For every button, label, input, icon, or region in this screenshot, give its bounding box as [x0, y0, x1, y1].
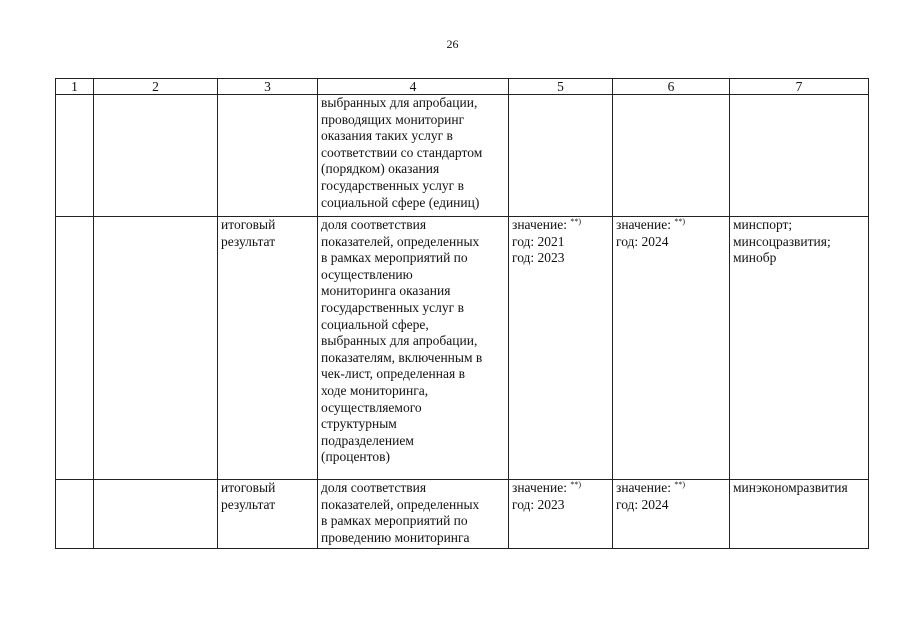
cell-baseline	[509, 480, 613, 549]
cell-target	[613, 480, 730, 549]
value-line	[616, 480, 726, 497]
cell-indicator: доля соответствия показателей, определенных в рамках мероприятий по осуществлению мониторинга оказания государственных услуг в социальной сфере, выбранных для апробации, показателям, включенным в чек-лист, определенная в ходе мониторинга, осуществляемого структурным подразделением (процентов)	[318, 217, 509, 480]
cell-result-type	[218, 95, 318, 217]
cell-target	[613, 95, 730, 217]
cell-number	[56, 95, 94, 217]
cell-responsible: минспорт; минсоцразвития; минобр	[730, 217, 869, 480]
cell-indicator: выбранных для апробации, проводящих мониторинг оказания таких услуг в соответствии со стандартом (порядком) оказания государственных услуг в социальной сфере (единиц)	[318, 95, 509, 217]
footnote-mark: **)	[570, 217, 582, 226]
value-label: значение:	[616, 217, 675, 232]
cell-number	[56, 480, 94, 549]
table-row	[56, 480, 869, 549]
cell-responsible: минэкономразвития	[730, 480, 869, 549]
year-line: год: 2024	[616, 233, 669, 249]
cell-result-type: итоговый результат	[218, 217, 318, 480]
cell-number	[56, 217, 94, 480]
column-header: 7	[730, 79, 869, 95]
footnote-mark: **)	[674, 480, 686, 489]
table-header-row	[56, 79, 869, 95]
cell-indicator: доля соответствия показателей, определенных в рамках мероприятий по проведению мониторинга	[318, 480, 509, 549]
cell-responsible	[730, 95, 869, 217]
column-header: 2	[94, 79, 218, 95]
cell-name	[94, 480, 218, 549]
column-header: 6	[613, 79, 730, 95]
footnote-mark: **)	[674, 217, 686, 226]
value-label: значение:	[512, 217, 571, 232]
page-number: 26	[446, 37, 459, 51]
year-line: год: 2021	[512, 233, 565, 249]
column-header: 3	[218, 79, 318, 95]
footnote-mark: **)	[570, 480, 582, 489]
cell-name	[94, 95, 218, 217]
column-header: 5	[509, 79, 613, 95]
value-line	[512, 217, 609, 234]
column-header: 1	[56, 79, 94, 95]
table-row	[56, 217, 869, 480]
value-line	[512, 480, 609, 497]
value-label: значение:	[616, 480, 675, 495]
cell-result-type: итоговый результат	[218, 480, 318, 549]
cell-baseline	[509, 95, 613, 217]
column-header: 4	[318, 79, 509, 95]
table-row	[56, 95, 869, 217]
cell-name	[94, 217, 218, 480]
value-line	[616, 217, 726, 234]
year-line: год: 2024	[616, 496, 669, 512]
results-table	[55, 78, 869, 549]
cell-baseline	[509, 217, 613, 480]
value-label: значение:	[512, 480, 571, 495]
cell-target	[613, 217, 730, 480]
year-line: год: 2023	[512, 496, 565, 512]
year-line: год: 2023	[512, 250, 565, 266]
